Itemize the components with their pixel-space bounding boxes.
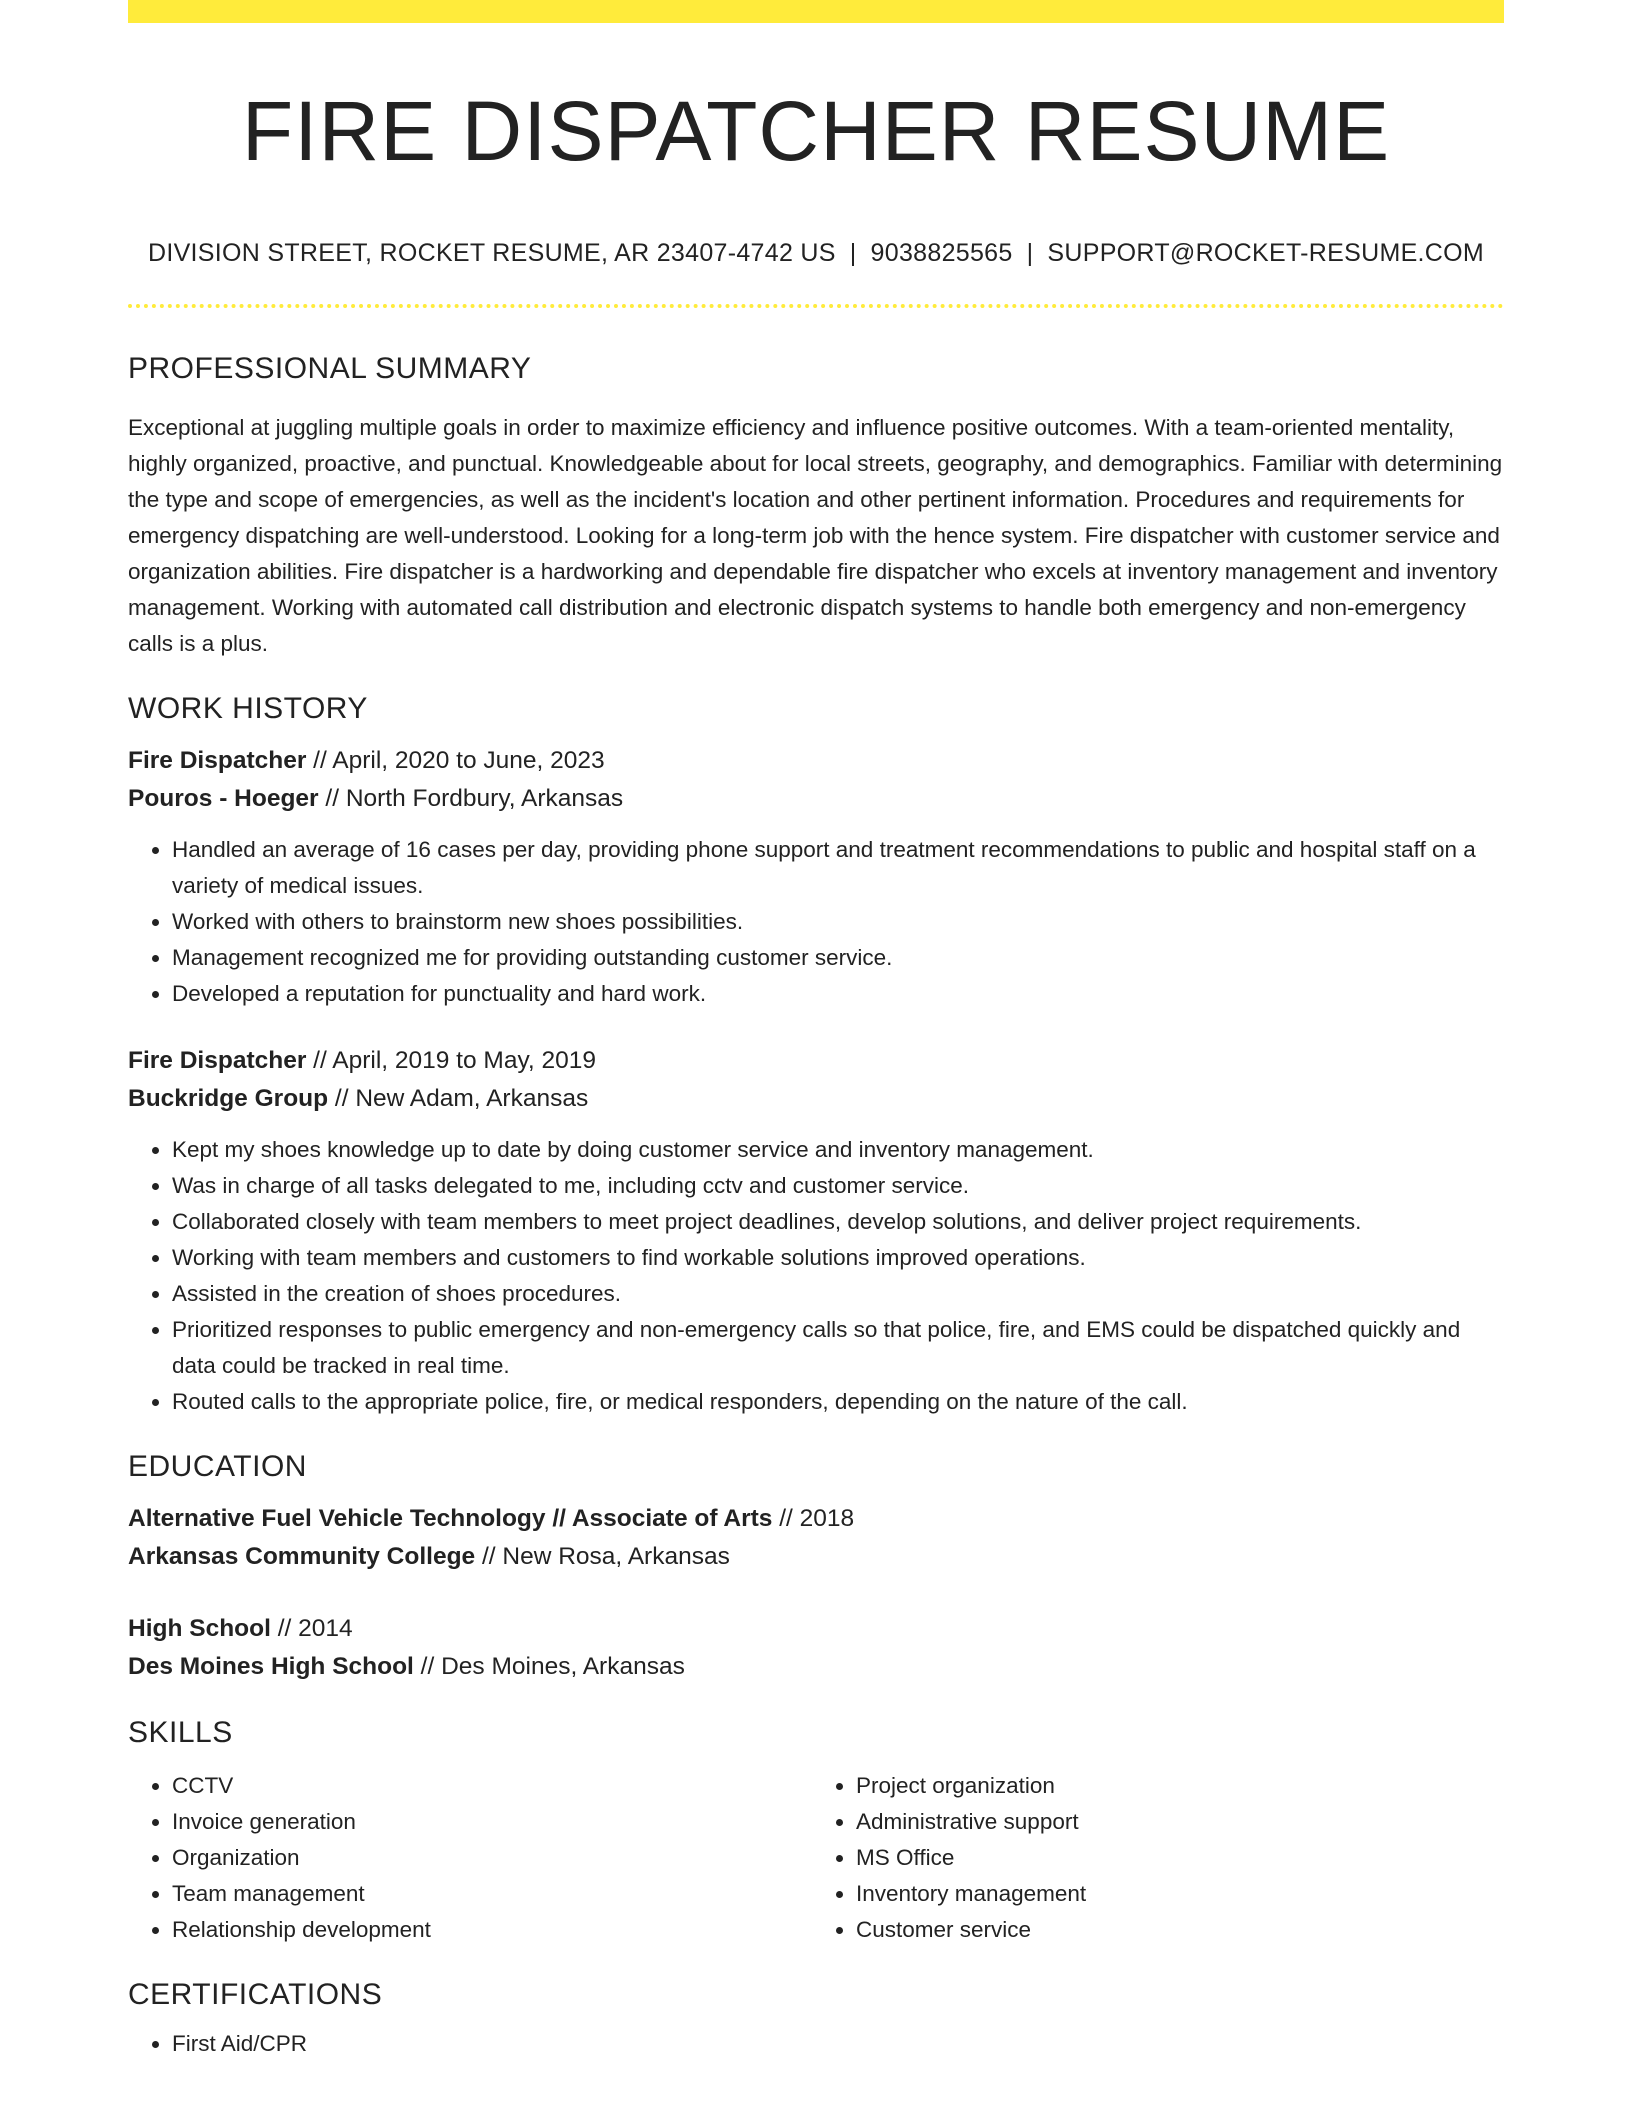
contact-separator: | bbox=[849, 239, 857, 268]
education-school-line bbox=[128, 1648, 1504, 1686]
job-entry bbox=[128, 1042, 1504, 1420]
skill-item: • Team management bbox=[172, 1876, 806, 1912]
education-location: // Des Moines, Arkansas bbox=[413, 1653, 685, 1681]
resume-title: FIRE DISPATCHER RESUME bbox=[241, 84, 1391, 178]
contact-email: SUPPORT@ROCKET-RESUME.COM bbox=[1047, 239, 1485, 268]
education-entry bbox=[128, 1500, 1504, 1576]
skill-item: • MS Office bbox=[856, 1840, 1490, 1876]
skills-list bbox=[128, 1768, 1504, 1948]
dotted-divider bbox=[128, 304, 1504, 308]
education-school: Arkansas Community College bbox=[128, 1543, 476, 1571]
skills-column-left bbox=[128, 1768, 806, 1948]
job-bullet: • Worked with others to brainstorm new shoes possibilities. bbox=[172, 904, 1504, 940]
job-title: Fire Dispatcher bbox=[128, 1047, 307, 1075]
education-degree: High School bbox=[128, 1615, 271, 1643]
skills-column-right bbox=[806, 1768, 1490, 1948]
job-bullet: • Handled an average of 16 cases per day, providing phone support and treatment recommendations to public and hospital staff on a variety of medical issues. bbox=[172, 832, 1504, 904]
job-bullets bbox=[128, 832, 1504, 1012]
job-dates: // April, 2020 to June, 2023 bbox=[306, 747, 605, 775]
contact-phone: 9038825565 bbox=[870, 239, 1013, 268]
job-bullet: • Management recognized me for providing outstanding customer service. bbox=[172, 940, 1504, 976]
job-location: // New Adam, Arkansas bbox=[328, 1085, 589, 1113]
job-location: // North Fordbury, Arkansas bbox=[318, 785, 624, 813]
job-bullet: • Assisted in the creation of shoes procedures. bbox=[172, 1276, 1504, 1312]
section-heading-skills: SKILLS bbox=[128, 1716, 233, 1750]
job-bullet: • Working with team members and customers to find workable solutions improved operations. bbox=[172, 1240, 1504, 1276]
education-entry bbox=[128, 1610, 1504, 1686]
skill-item: • Project organization bbox=[856, 1768, 1490, 1804]
certification-item: • First Aid/CPR bbox=[172, 2026, 1504, 2062]
job-bullet: • Kept my shoes knowledge up to date by doing customer service and inventory management. bbox=[172, 1132, 1504, 1168]
section-heading-education: EDUCATION bbox=[128, 1450, 307, 1484]
contact-line bbox=[128, 239, 1504, 268]
job-dates: // April, 2019 to May, 2019 bbox=[306, 1047, 597, 1075]
job-company: Buckridge Group bbox=[128, 1085, 329, 1113]
job-bullet: • Developed a reputation for punctuality and hard work. bbox=[172, 976, 1504, 1012]
job-bullet: • Prioritized responses to public emergency and non-emergency calls so that police, fire, and EMS could be dispatched quickly and data could be tracked in real time. bbox=[172, 1312, 1504, 1384]
skill-item: • Relationship development bbox=[172, 1912, 806, 1948]
job-company: Pouros - Hoeger bbox=[128, 785, 319, 813]
education-degree: Alternative Fuel Vehicle Technology // Associate of Arts bbox=[128, 1505, 773, 1533]
contact-separator: | bbox=[1026, 239, 1034, 268]
education-year: // 2014 bbox=[270, 1615, 353, 1643]
job-bullet: • Collaborated closely with team members to meet project deadlines, develop solutions, and deliver project requirements. bbox=[172, 1204, 1504, 1240]
job-title-line bbox=[128, 742, 1504, 780]
resume-page bbox=[128, 0, 1504, 2062]
job-title: Fire Dispatcher bbox=[128, 747, 307, 775]
job-title-line bbox=[128, 1042, 1504, 1080]
education-degree-line bbox=[128, 1610, 1504, 1648]
contact-address: DIVISION STREET, ROCKET RESUME, AR 23407-4742 US bbox=[147, 239, 836, 268]
skill-item: • Organization bbox=[172, 1840, 806, 1876]
skill-item: • CCTV bbox=[172, 1768, 806, 1804]
section-heading-summary: PROFESSIONAL SUMMARY bbox=[128, 352, 532, 386]
education-location: // New Rosa, Arkansas bbox=[475, 1543, 730, 1571]
education-school: Des Moines High School bbox=[128, 1653, 414, 1681]
certifications-list bbox=[128, 2026, 1504, 2062]
section-heading-certifications: CERTIFICATIONS bbox=[128, 1978, 383, 2012]
job-bullets bbox=[128, 1132, 1504, 1420]
skill-item: • Inventory management bbox=[856, 1876, 1490, 1912]
education-degree-line bbox=[128, 1500, 1504, 1538]
job-company-line bbox=[128, 1080, 1504, 1118]
job-entry bbox=[128, 742, 1504, 1012]
top-accent-bar bbox=[128, 0, 1504, 23]
skill-item: • Customer service bbox=[856, 1912, 1490, 1948]
section-heading-work-history: WORK HISTORY bbox=[128, 692, 368, 726]
skill-item: • Invoice generation bbox=[172, 1804, 806, 1840]
education-school-line bbox=[128, 1538, 1504, 1576]
education-year: // 2018 bbox=[772, 1505, 855, 1533]
job-bullet: • Was in charge of all tasks delegated to me, including cctv and customer service. bbox=[172, 1168, 1504, 1204]
skill-item: • Administrative support bbox=[856, 1804, 1490, 1840]
job-company-line bbox=[128, 780, 1504, 818]
job-bullet: • Routed calls to the appropriate police, fire, or medical responders, depending on the nature of the call. bbox=[172, 1384, 1504, 1420]
summary-text: Exceptional at juggling multiple goals in order to maximize efficiency and influence positive outcomes. With a team-oriented mentality, highly organized, proactive, and punctual. Knowledgeable about for local streets, geography, and demographics. Familiar with determining the type and scope of emergencies, as well as the incident's location and other pertinent information. Procedures and requirements for emergency dispatching are well-understood. Looking for a long-term job with the hence system. Fire dispatcher with customer service and organization abilities. Fire dispatcher is a hardworking and dependable fire dispatcher who excels at inventory management and inventory management. Working with automated call distribution and electronic dispatch systems to handle both emergency and non-emergency calls is a plus. bbox=[128, 415, 1503, 657]
